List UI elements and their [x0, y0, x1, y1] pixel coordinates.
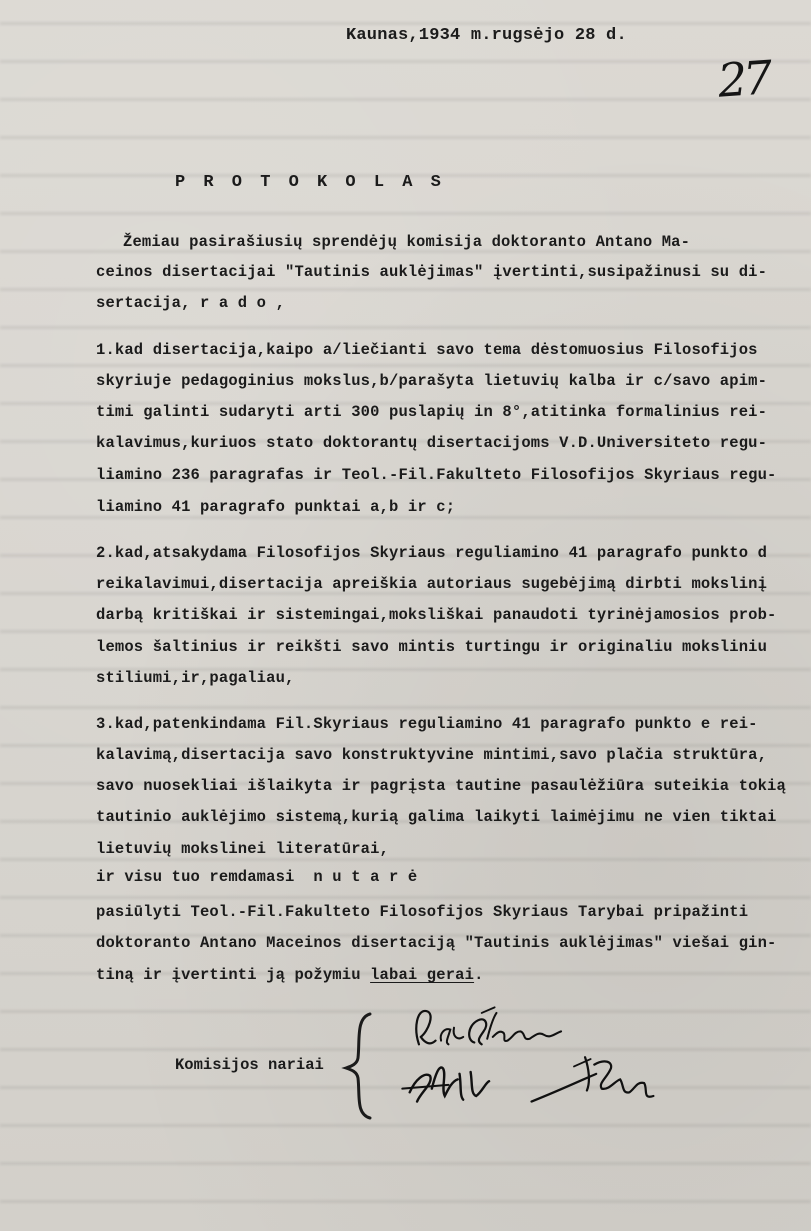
curly-brace — [340, 1010, 380, 1120]
body-line: kalavimus,kuriuos stato doktorantų disertacijoms V.D.Universiteto regu- — [96, 434, 768, 452]
body-line: 3.kad,patenkindama Fil.Skyriaus reguliamino 41 paragrafo punkto e rei- — [96, 715, 758, 733]
body-line: liamino 41 paragrafo punktai a,b ir c; — [96, 498, 456, 516]
body-line: reikalavimui,disertacija apreiškia autoriaus sugebėjimą dirbti mokslinį — [96, 575, 768, 593]
final-line-prefix: tiną ir įvertinti ją požymiu — [96, 966, 371, 984]
body-line: pasiūlyti Teol.-Fil.Fakulteto Filosofijos Skyriaus Tarybai pripažinti — [96, 903, 749, 921]
body-line: ir visu tuo remdamasi n u t a r ė — [96, 868, 418, 886]
body-line-final — [96, 968, 484, 984]
body-line: ceinos disertacijai "Tautinis auklėjimas" įvertinti,susipažinusi su di- — [96, 263, 768, 281]
body-line: darbą kritiškai ir sistemingai,moksliškai panaudoti tyrinėjamosios prob- — [96, 606, 777, 624]
body-line: 1.kad disertacija,kaipo a/liečianti savo tema dėstomuosius Filosofijos — [96, 341, 758, 359]
body-line: liamino 236 paragrafas ir Teol.-Fil.Fakulteto Filosofijos Skyriaus regu- — [96, 466, 777, 484]
header-date: Kaunas,1934 m.rugsėjo 28 d. — [346, 26, 627, 45]
grade-label: labai gerai — [370, 966, 475, 984]
body-line: lemos šaltinius ir reikšti savo mintis turtingu ir originaliu moksliniu — [96, 638, 768, 656]
body-line: timi galinti sudaryti arti 300 puslapių in 8°,atitinka formalinius rei- — [96, 403, 768, 421]
committee-members-label: Komisijos nariai — [175, 1056, 324, 1074]
body-line: Žemiau pasirašiusių sprendėjų komisija doktoranto Antano Ma- — [123, 233, 691, 251]
body-line: tautinio auklėjimo sistemą,kurią galima laikyti laimėjimu ne vien tiktai — [96, 808, 777, 826]
document-title: P R O T O K O L A S — [175, 173, 445, 192]
page-number: 27 — [716, 50, 771, 108]
body-line: kalavimą,disertacija savo konstruktyvine mintimi,savo plačia struktūra, — [96, 746, 768, 764]
handwritten-signatures — [380, 1000, 720, 1120]
body-line: lietuvių mokslinei literatūrai, — [96, 840, 389, 858]
body-line: stiliumi,ir,pagaliau, — [96, 669, 295, 687]
body-line: skyriuje pedagoginius mokslus,b/parašyta lietuvių kalba ir c/savo apim- — [96, 372, 768, 390]
body-line: sertacija, r a d o , — [96, 294, 286, 312]
body-line: savo nuosekliai išlaikyta ir pagrįsta tautine pasaulėžiūra suteikia tokią — [96, 777, 786, 795]
final-line-suffix: . — [474, 966, 484, 984]
body-line: 2.kad,atsakydama Filosofijos Skyriaus reguliamino 41 paragrafo punkto d — [96, 544, 768, 562]
body-line: doktoranto Antano Maceinos disertaciją "Tautinis auklėjimas" viešai gin- — [96, 934, 777, 952]
